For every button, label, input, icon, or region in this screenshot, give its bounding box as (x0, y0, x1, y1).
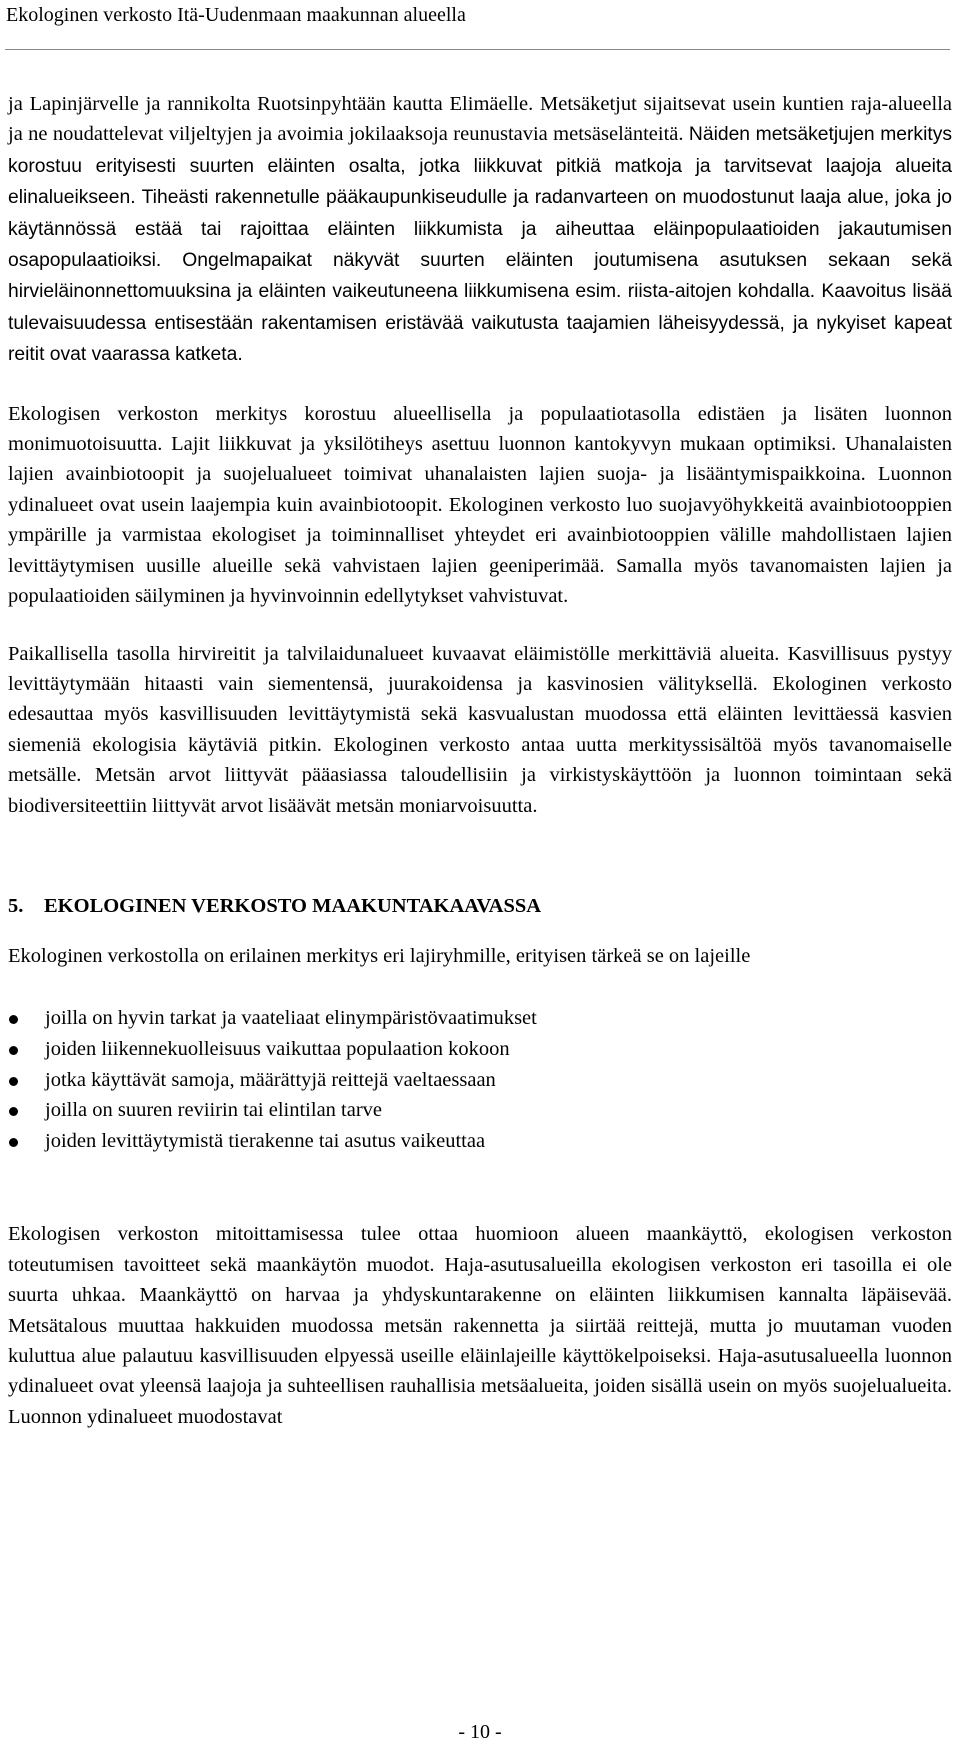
bullet-list (8, 1003, 952, 1156)
page-body (8, 89, 952, 1432)
bullet-item: joilla on hyvin tarkat ja vaateliaat elinympäristövaatimukset (8, 1003, 952, 1034)
bullet-item: joilla on suuren reviirin tai elintilan tarve (8, 1095, 952, 1126)
paragraph-1-part-c: Tiheästi rakennetulle pääkaupunkiseudulle ja radanvarteen on muodostunut laaja alue, joka jo käytännössä estää tai rajoittaa eläinten liikkumista ja aiheuttaa eläinpopulaatioiden jakautumisen osapopulaatioiksi. Ongelmapaikat näkyvät suurten eläinten joutumisena asutuksen sekaan sekä hirvieläinonnettomuuksina ja eläinten vaikeutuneena liikkumisena esim. riista-aitojen kohdalla. Kaavoitus lisää tulevaisuudessa entisestään rakentamisen eristävää vaikutusta taajamien läheisyydessä, ja nykyiset kapeat reitit ovat vaarassa katketa. (8, 187, 953, 366)
paragraph-2: Ekologisen verkoston merkitys korostuu alueellisella ja populaatiotasolla edistäen ja lisäten luonnon monimuotoisuutta. Lajit liikkuvat ja yksilötiheys asettuu luonnon kantokyvyn mukaan optimiksi. Uhanalaisten lajien avainbiotoopit ja suojelualueet toimivat uhanalaisten lajien suoja- ja lisääntymispaikkoina. Luonnon ydinalueet ovat usein laajempia kuin avainbiotoopit. Ekologinen verkosto luo suojavyöhykkeitä avainbiotooppien ympärille ja varmistaa ekologiset ja toiminnalliset yhteydet eri avainbiotooppien välille mahdollistaen lajien levittäytymisen uusille alueille sekä vahvistaen lajien geeniperimää. Samalla myös tavanomaisten lajien ja populaatioiden säilyminen ja hyvinvoinnin edellytykset vahvistuvat. (8, 402, 952, 608)
section-title: EKOLOGINEN VERKOSTO MAAKUNTAKAAVASSA (44, 894, 542, 917)
page-number: - 10 - (458, 1721, 502, 1743)
paragraph-1-part-b: Näiden metsäketjujen merkitys korostuu erityisesti suurten eläinten osalta, jotka liikkuvat pitkiä matkoja ja tarvitsevat laajoja alueita elinalueikseen. (8, 124, 952, 209)
running-header: Ekologinen verkosto Itä-Uudenmaan maakunnan alueella (6, 4, 466, 26)
paragraph-4: Ekologinen verkostolla on erilainen merkitys eri lajiryhmille, erityisen tärkeä se on lajeille (8, 944, 751, 967)
section-heading (8, 891, 952, 921)
paragraph-1 (8, 89, 952, 371)
paragraph-1-part-a: ja Lapinjärvelle ja rannikolta Ruotsinpyhtään kautta Elimäelle. Metsäketjut sijaitsevat usein kuntien raja-alueella ja ne noudattelevat viljeltyjen ja avoimia jokilaaksoja reunustavia metsäselänteitä. (8, 93, 952, 146)
bullet-item: joiden levittäytymistä tierakenne tai asutus vaikeuttaa (8, 1126, 952, 1157)
header-divider (5, 49, 950, 50)
paragraph-5: Ekologisen verkoston mitoittamisessa tulee ottaa huomioon alueen maankäyttö, ekologisen verkoston toteutumisen tavoitteet sekä maankäytön muodot. Haja-asutusalueilla ekologisen verkoston eri tasoilla ei ole suurta uhkaa. Maankäyttö on harvaa ja yhdyskuntarakenne on eläinten liikkumisen kannalta läpäisevää. Metsätalous muuttaa hakkuiden muodossa metsän rakennetta ja siirtää reittejä, mutta jo muutaman vuoden kuluttua alue palautuu kasvillisuuden elpyessä useille eläinlajeille käyttökelpoiseksi. Haja-asutusalueella luonnon ydinalueet ovat yleensä laajoja ja suhteellisen rauhallisia metsäalueita, joiden sisällä usein on myös suojelualueita. Luonnon ydinalueet muodostavat (8, 1223, 952, 1428)
paragraph-3: Paikallisella tasolla hirvireitit ja talvilaidunalueet kuvaavat eläimistölle merkittäviä alueita. Kasvillisuus pystyy levittäytymään hitaasti vain siementensä, juurakoidensa ja kasvinosien välityksellä. Ekologinen verkosto edesauttaa myös kasvillisuuden levittäytymistä sekä kasvualustan muodossa että eläinten levittäessä kasvien siemeniä ekologisia käytäviä pitkin. Ekologinen verkosto antaa uutta merkityssisältöä myös tavanomaiselle metsälle. Metsän arvot liittyvät pääasiassa taloudellisiin ja virkistyskäyttöön ja luonnon toimintaan sekä biodiversiteettiin liittyvät arvot lisäävät metsän moniarvoisuutta. (8, 642, 952, 817)
bullet-item: jotka käyttävät samoja, määrättyjä reittejä vaeltaessaan (8, 1065, 952, 1096)
section-number: 5. (8, 894, 24, 917)
bullet-item: joiden liikennekuolleisuus vaikuttaa populaation kokoon (8, 1034, 952, 1065)
